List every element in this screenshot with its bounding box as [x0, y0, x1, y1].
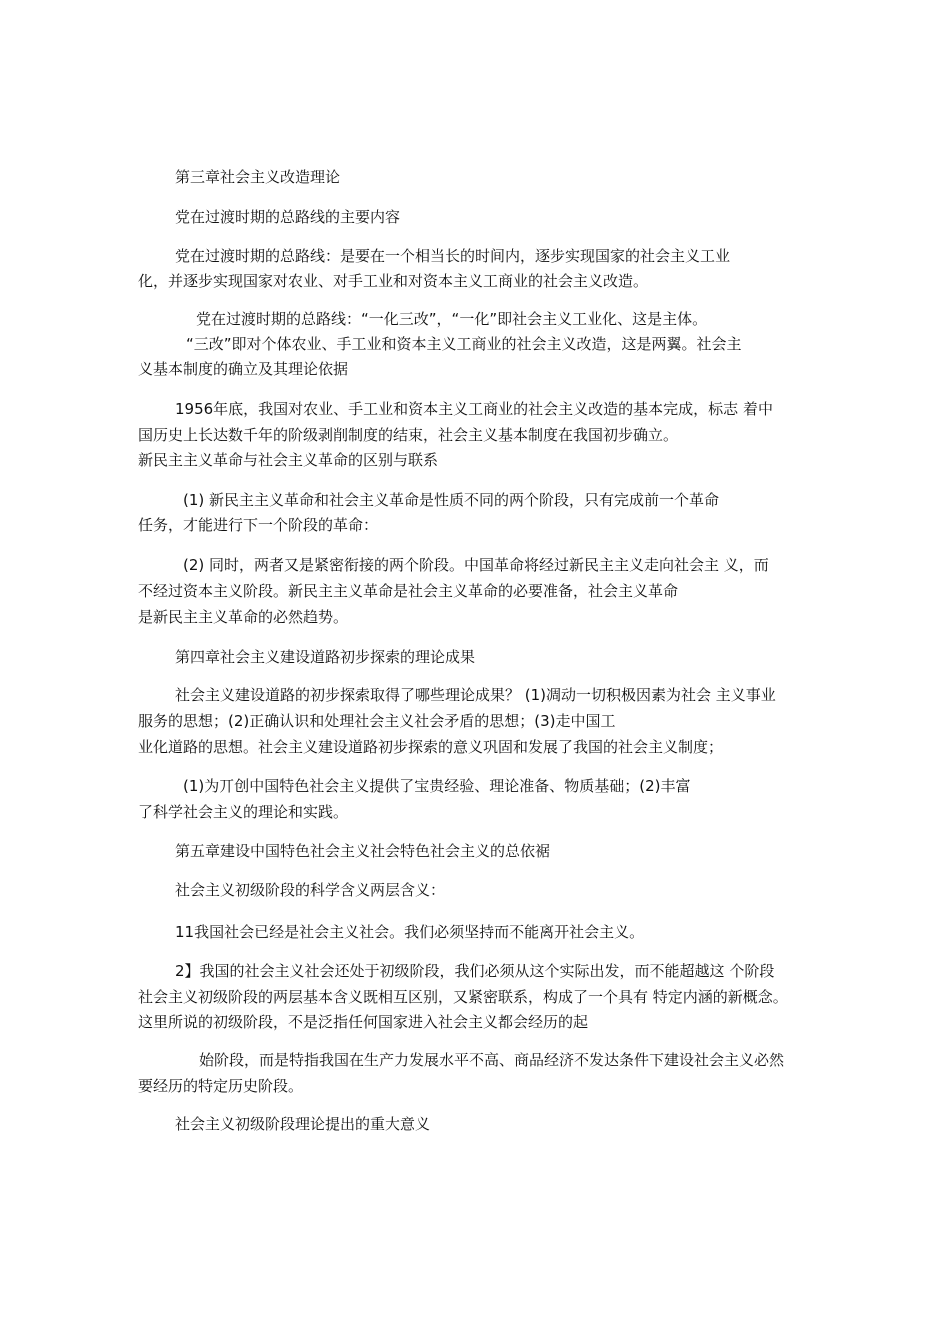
- section-heading: 社会主义初级阶段理论提出的重大意义: [175, 1115, 431, 1133]
- text-line: 党在过渡时期的总路线：“一化三改”，“一化”即社会主义工业化、这是主体。: [196, 310, 708, 328]
- list-item: 2】我国的社会主义社会还处于初级阶段，我们必须从这个实际出发，而不能超越这 个阶段: [175, 962, 775, 980]
- chapter-5-heading: 第五章建设中国特色社会主义社会特色社会主义的总依裾: [175, 842, 551, 860]
- list-item: (1)为丌创中国特色社会主义提供了宝贵经验、理论准备、物质基础；(2)丰富: [183, 777, 691, 795]
- text-line: 国历史上长达数千年的阶级剥削制度的结束，社会主义基本制度在我国初步确立。: [138, 426, 679, 444]
- text-line: 是新民主主义革命的必然趋势。: [138, 608, 349, 626]
- chapter-3-heading: 第三章社会主义改造理论: [175, 168, 341, 186]
- section-heading: 新民主主义革命与社会主义革命的区别与联系: [138, 451, 439, 469]
- section-heading: 社会主义初级阶段的科学含义两层含义：: [175, 881, 446, 899]
- text-line: 1956年底，我国对农业、手工业和资本主义工商业的社会主义改造的基本完成，标志 着中: [175, 400, 773, 418]
- text-line: 化，并逐步实现国家对农业、对手工业和对资本主义工商业的社会主义改造。: [138, 272, 649, 290]
- chapter-4-heading: 第四章社会主义建设道路初步探索的理论成果: [175, 648, 476, 666]
- text-line: 党在过渡时期的总路线：是要在一个相当长的时间内，逐步实现国家的社会主义工业: [175, 247, 731, 265]
- list-item: (1) 新民主主义革命和社会主义革命是性质不同的两个阶段，只有完成前一个革命: [183, 491, 720, 509]
- list-item: 11我国社会已经是社会主义社会。我们必须坚持而不能离开社会主义。: [175, 923, 645, 941]
- text-line: 服务的思想；(2)正确认识和处理社会主义社会矛盾的思想；(3)走中国工: [138, 712, 616, 730]
- text-line: 这里所说的初级阶段，不是泛指任何国家进入社会主义都会经历的起: [138, 1013, 589, 1031]
- text-line: 不经过资本主义阶段。新民主主义革命是社会主义革命的必要准备，社会主义革命: [138, 582, 679, 600]
- text-line: 任务，才能进行下一个阶段的革命：: [138, 516, 379, 534]
- text-line: 始阶段，而是特指我国在生产力发展水平不高、商品经济不发达条件下建设社会主义必然: [199, 1051, 785, 1069]
- text-line: 义基本制度的确立及其理论依据: [138, 360, 349, 378]
- text-line: 了科学社会主义的理论和实践。: [138, 803, 349, 821]
- text-line: 要经历的特定历史阶段。: [138, 1077, 304, 1095]
- text-line: 社会主义建设道路的初步探索取得了哪些理论成果？ (1)凋动一切积极因素为社会 主义事业: [175, 686, 776, 704]
- text-line: “三改”即对个体农业、手工业和资本主义工商业的社会主义改造，这是两翼。社会主: [186, 335, 742, 353]
- text-line: 业化道路的思想。社会主义建设道路初步探索的意义巩固和发展了我国的社会主义制度；: [138, 738, 724, 756]
- section-heading: 党在过渡时期的总路线的主要内容: [175, 208, 401, 226]
- text-line: 社会主义初级阶段的两层基本含义既相互区别，又紧密联系，构成了一个具有 特定内涵的新概念。: [138, 988, 788, 1006]
- list-item: (2) 同时，两者又是紧密衔接的两个阶段。中国革命将经过新民主主义走向社会主 义，而: [183, 556, 769, 574]
